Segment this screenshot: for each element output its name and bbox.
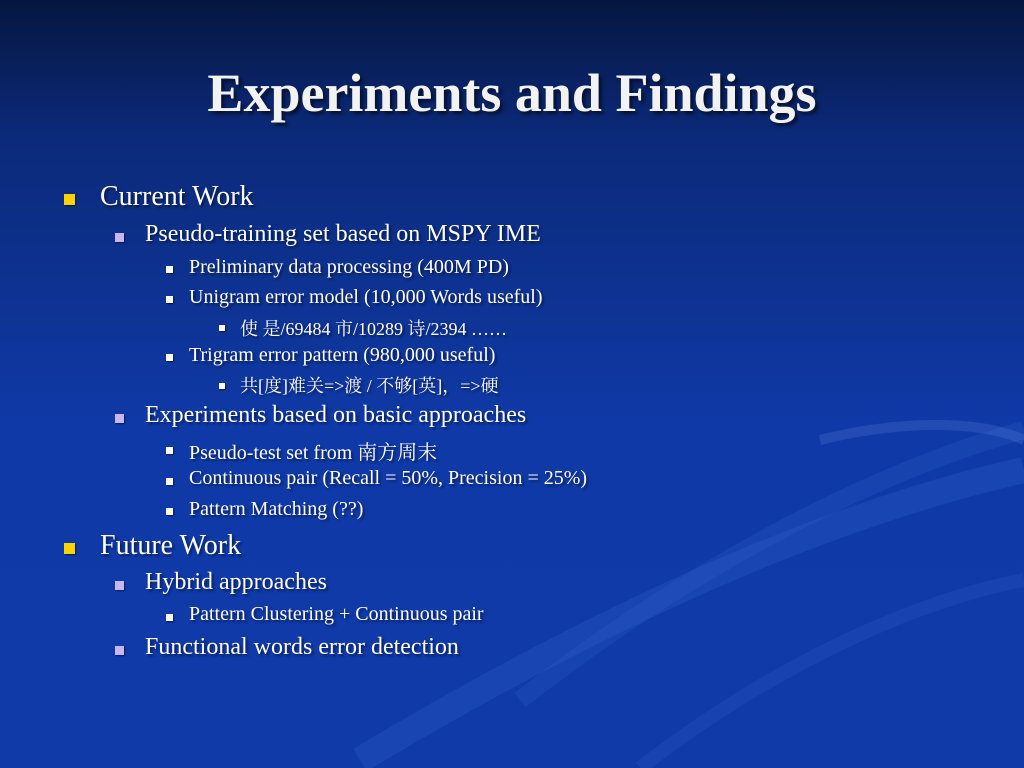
bullet-square-icon: [115, 414, 124, 423]
bullet-square-icon: [166, 266, 173, 273]
bullet-square-icon: [64, 543, 75, 554]
bullet-pseudo-training: Pseudo-training set based on MSPY IME: [145, 221, 541, 247]
bullet-pattern-clustering: Pattern Clustering + Continuous pair: [189, 603, 484, 625]
bullet-square-icon: [166, 296, 173, 303]
bullet-trigram-example: 共[度]难关=>渡 / 不够[英]，=>硬: [240, 376, 499, 396]
bullet-square-icon: [166, 614, 173, 621]
bullet-square-icon: [64, 194, 75, 205]
bullet-square-icon: [115, 233, 124, 242]
bullet-unigram-example: 使 是/69484 市/10289 诗/2394 ……: [240, 319, 508, 339]
bullet-experiments-basic: Experiments based on basic approaches: [145, 402, 527, 428]
bullet-future-work: Future Work: [100, 530, 242, 561]
bullet-square-icon: [166, 354, 173, 361]
bullet-pattern-matching: Pattern Matching (??): [189, 498, 364, 520]
bullet-square-icon: [219, 383, 225, 389]
bullet-square-icon: [166, 447, 173, 454]
bullet-pseudo-test: Pseudo-test set from 南方周末: [189, 442, 438, 464]
bullet-preliminary: Preliminary data processing (400M PD): [189, 256, 509, 278]
slide-title: Experiments and Findings: [207, 63, 817, 123]
bullet-functional-words: Functional words error detection: [145, 634, 459, 660]
bullet-hybrid: Hybrid approaches: [145, 569, 327, 595]
bullet-square-icon: [115, 646, 124, 655]
bullet-current-work: Current Work: [100, 181, 254, 212]
bullet-square-icon: [166, 508, 173, 515]
bullet-unigram: Unigram error model (10,000 Words useful): [189, 286, 543, 308]
bullet-trigram: Trigram error pattern (980,000 useful): [189, 344, 496, 366]
bullet-square-icon: [219, 325, 225, 331]
bullet-continuous-pair: Continuous pair (Recall = 50%, Precision = 25%): [189, 467, 588, 489]
bullet-square-icon: [115, 581, 124, 590]
bullet-square-icon: [166, 478, 173, 485]
